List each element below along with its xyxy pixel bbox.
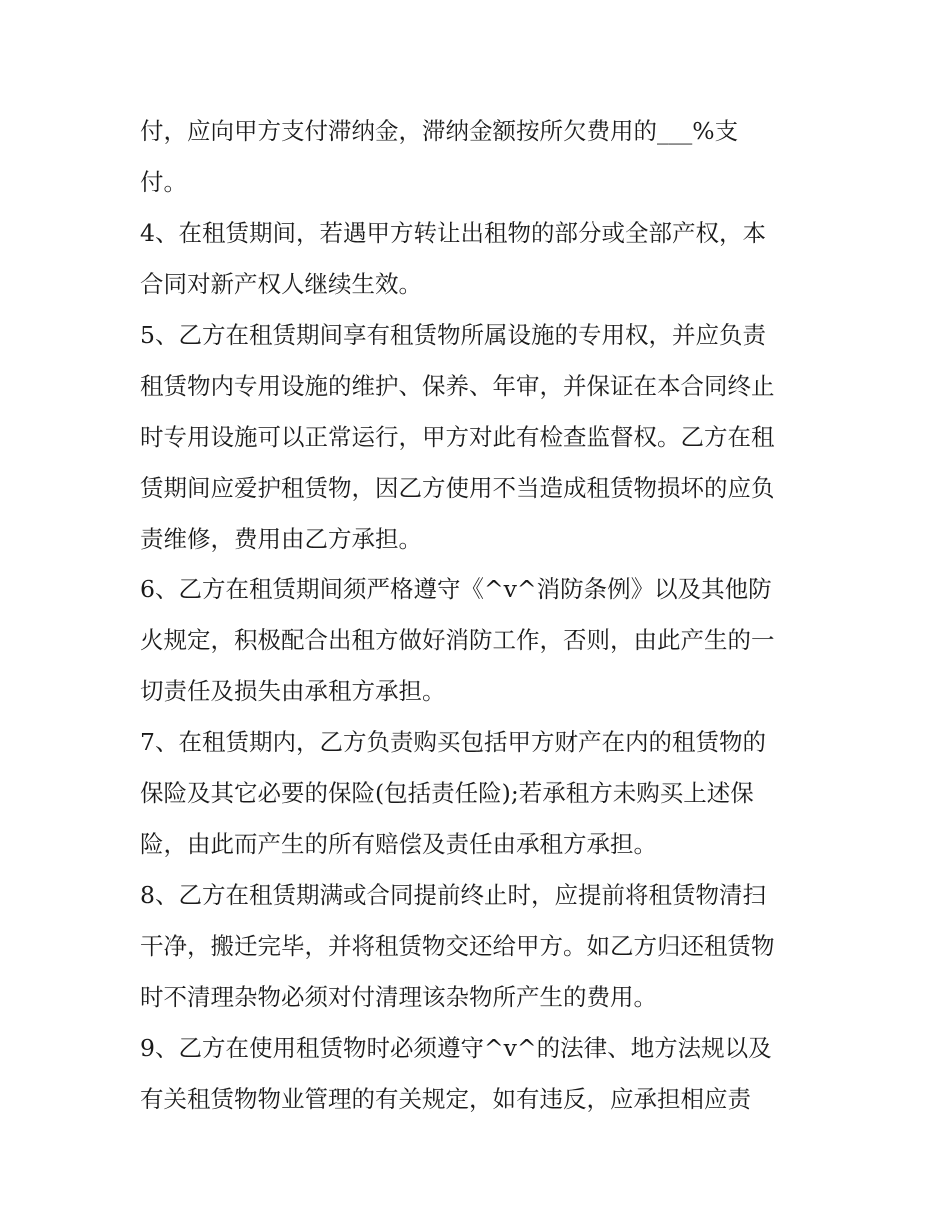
text-line: 付，应向甲方支付滞纳金，滞纳金额按所欠费用的___%支 — [140, 117, 739, 145]
text-line: 9、乙方在使用租赁物时必须遵守^v^的法律、地方法规以及 — [140, 1033, 772, 1062]
text-line: 7、在租赁期内，乙方负责购买包括甲方财产在内的租赁物的 — [140, 728, 766, 757]
text-line: 租赁物内专用设施的维护、保养、年审，并保证在本合同终止 — [140, 371, 775, 400]
text-line: 时不清理杂物必须对付清理该杂物所产生的费用。 — [140, 982, 657, 1011]
text-line: 5、乙方在租赁期间享有租赁物所属设施的专用权，并应负责 — [140, 320, 766, 349]
text-line: 赁期间应爱护租赁物，因乙方使用不当造成租赁物损坏的应负 — [140, 473, 775, 502]
text-line: 险，由此而产生的所有赔偿及责任由承租方承担。 — [140, 830, 657, 859]
text-line: 4、在租赁期间，若遇甲方转让出租物的部分或全部产权，本 — [140, 218, 766, 247]
document-body — [140, 106, 820, 1125]
text-line: 保险及其它必要的保险(包括责任险);若承租方未购买上述保 — [140, 779, 754, 808]
text-line: 火规定，积极配合出租方做好消防工作，否则，由此产生的一 — [140, 626, 775, 655]
text-line: 干净，搬迁完毕，并将租赁物交还给甲方。如乙方归还租赁物 — [140, 932, 775, 960]
text-line: 时专用设施可以正常运行，甲方对此有检查监督权。乙方在租 — [140, 422, 775, 451]
text-line: 切责任及损失由承租方承担。 — [140, 677, 446, 706]
text-line: 有关租赁物物业管理的有关规定，如有违反，应承担相应责 — [140, 1084, 751, 1113]
text-line: 8、乙方在租赁期满或合同提前终止时，应提前将租赁物清扫 — [140, 881, 766, 910]
text-line: 合同对新产权人继续生效。 — [140, 269, 422, 298]
text-line: 付。 — [140, 167, 187, 196]
text-line: 6、乙方在租赁期间须严格遵守《^v^消防条例》以及其他防 — [140, 575, 772, 604]
text-line: 责维修，费用由乙方承担。 — [140, 524, 422, 553]
